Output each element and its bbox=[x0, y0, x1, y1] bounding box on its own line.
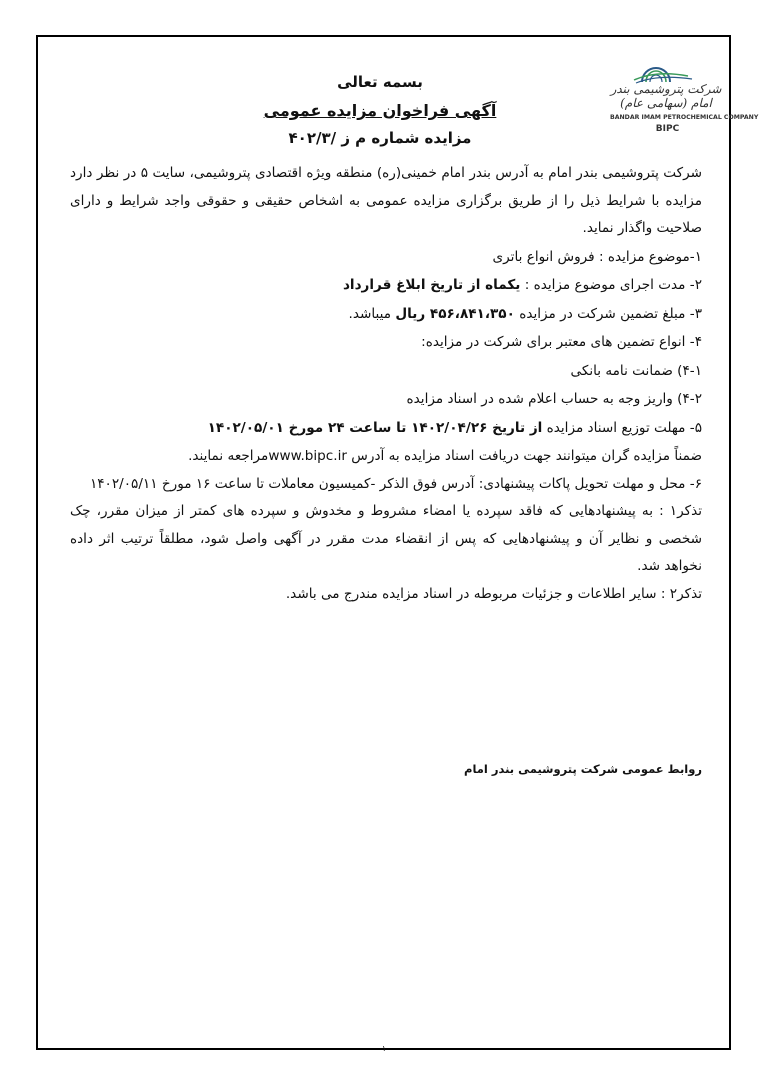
item-2-label: ۲- مدت اجرای موضوع مزایده : bbox=[524, 277, 702, 293]
item-3-guarantee-amount bbox=[70, 300, 702, 329]
logo-name-fa: شرکت پتروشیمی بندر امام (سهامی عام) bbox=[610, 82, 722, 110]
intro-paragraph: شرکت پتروشیمی بندر امام به آدرس بندر امام خمینی(ره) منطقه ویژه اقتصادی پتروشیمی، سایت ۵ در نظر دارد مزایده با شرایط ذیل را از طریق برگزاری مزایده عمومی به اشخاص حقیقی و حقوقی واجد شرایط و دارای صلاحیت واگذار نماید. bbox=[70, 165, 703, 236]
item-4-2-cash-deposit: ۴-۲) واریز وجه به حساب اعلام شده در اسناد مزایده bbox=[406, 391, 702, 407]
item-5-label: ۵- مهلت توزیع اسناد مزایده bbox=[546, 419, 702, 436]
item-3-value: ۴۵۶،۸۴۱،۳۵۰ ریال bbox=[395, 305, 515, 322]
item-1-subject: ۱-موضوع مزایده : فروش انواع باتری bbox=[492, 248, 702, 265]
website-link[interactable]: www.bipc.ir bbox=[268, 448, 347, 464]
logo-name-en: BANDAR IMAM PETROCHEMICAL COMPANY bbox=[610, 114, 759, 121]
page-title: آگهی فراخوان مزایده عمومی bbox=[263, 101, 497, 120]
document-body bbox=[70, 160, 702, 608]
item-5-website-prefix: ضمناً مزایده گران میتوانند جهت دریافت اسناد مزایده به آدرس bbox=[351, 448, 702, 464]
item-2-value: یکماه از تاریخ ابلاغ قرارداد bbox=[342, 277, 521, 293]
item-5-distribution-deadline bbox=[70, 414, 702, 443]
item-4-guarantee-types: ۴- انواع تضمین های معتبر برای شرکت در مزایده: bbox=[421, 334, 702, 350]
item-5-website-note bbox=[70, 442, 702, 471]
signature: روابط عمومی شرکت پتروشیمی بندر امام bbox=[464, 762, 702, 776]
page-number: ۱ bbox=[381, 1044, 387, 1053]
logo-abbr: BIPC bbox=[655, 124, 680, 134]
globe-logo-icon bbox=[628, 52, 700, 86]
item-5-value: از تاریخ ۱۴۰۲/۰۴/۲۶ تا ساعت ۲۴ مورخ ۱۴۰۲/۰۵/۰۱ bbox=[207, 419, 543, 436]
item-3-label: ۳- مبلغ تضمین شرکت در مزایده bbox=[519, 305, 702, 322]
item-6-submission: ۶- محل و مهلت تحویل پاکات پیشنهادی: آدرس فوق الذکر -کمیسیون معاملات تا ساعت ۱۶ مورخ ۱۴۰۲/۰۵/۱۱ bbox=[89, 475, 702, 492]
item-2-duration bbox=[70, 271, 702, 300]
invocation-heading: بسمه تعالی bbox=[337, 73, 423, 91]
note-2: تذکر۲ : سایر اطلاعات و جزئیات مربوطه در اسناد مزایده مندرج می باشد. bbox=[285, 585, 702, 602]
item-3-suffix: میباشد. bbox=[348, 305, 391, 322]
auction-number: مزایده شماره م ز /۴۰۲/۳ bbox=[288, 129, 472, 147]
company-logo bbox=[610, 52, 759, 134]
item-5-website-suffix: مراجعه نمایند. bbox=[188, 448, 269, 464]
note-1: تذکر۱ : به پیشنهادهایی که فاقد سپرده یا امضاء مشروط و مخدوش و سپرده های کمتر از میزان مقرر، چک شخصی و نظایر آن و پیشنهادهایی که پس از انقضاء مدت مقرر در آگهی واصل شود، مطلقاً ترتیب اثر داده نخواهد شد. bbox=[70, 503, 702, 574]
item-4-1-bank-guarantee: ۴-۱) ضمانت نامه بانکی bbox=[570, 362, 702, 379]
